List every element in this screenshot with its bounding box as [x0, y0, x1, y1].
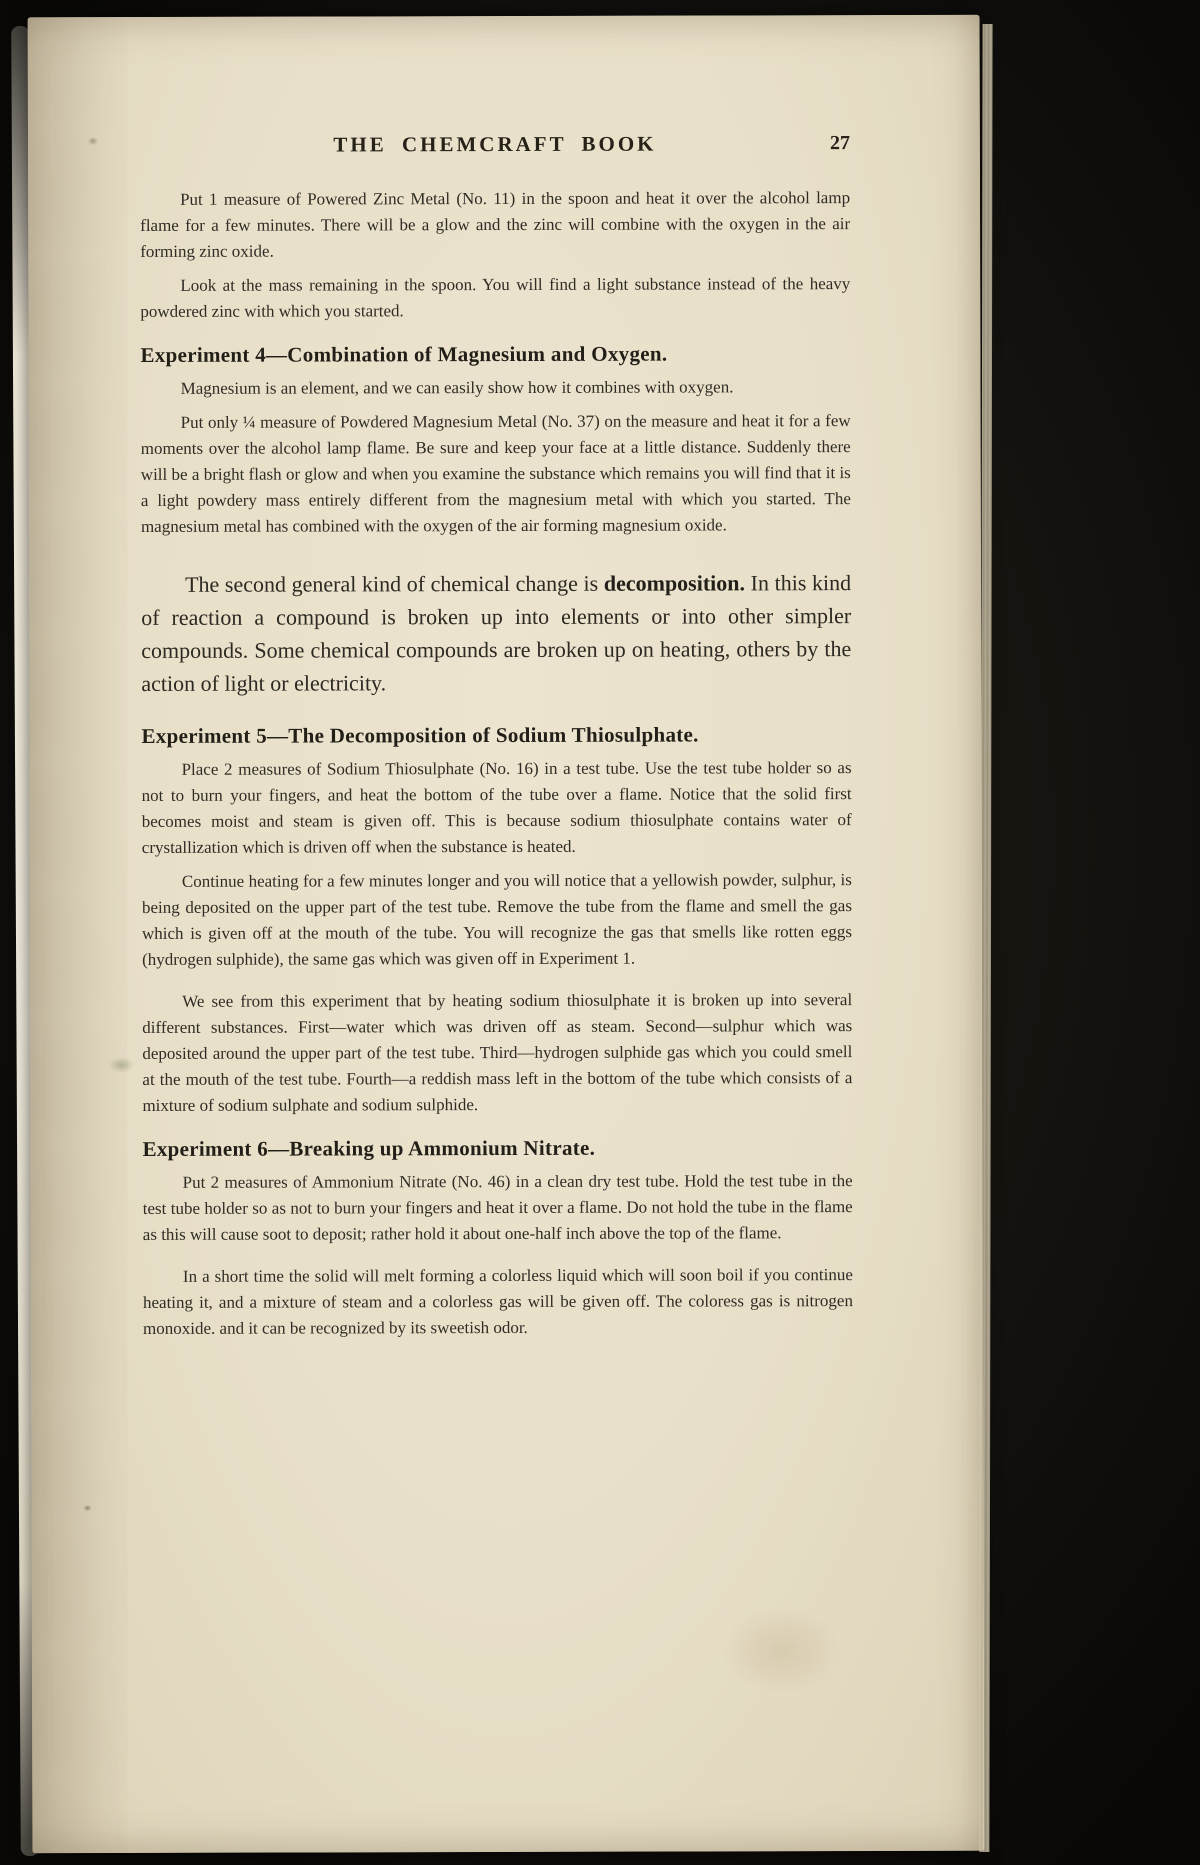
paragraph-zinc-heat: Put 1 measure of Powered Zinc Metal (No. 11) in the spoon and heat it over the alcohol lamp flame for a few minutes. There will be a glow and the zinc will combine with the oxygen in the air forming zinc oxide.	[140, 188, 851, 261]
paragraph-decomposition-intro	[141, 566, 851, 700]
paper-stain	[83, 1505, 91, 1511]
page-stack-edge	[979, 24, 992, 1852]
running-title: THE CHEMCRAFT BOOK	[333, 131, 657, 157]
experiment-5-heading: Experiment 5—The Decomposition of Sodium Thiosulphate.	[141, 722, 699, 748]
experiment-6-heading: Experiment 6—Breaking up Ammonium Nitrate.	[142, 1135, 596, 1161]
decomposition-bold-term: decomposition.	[603, 570, 746, 596]
page-header	[140, 131, 850, 163]
paragraph-magnesium-procedure: Put only ¼ measure of Powdered Magnesium Metal (No. 37) on the measure and heat it for a few moments over the alcohol lamp flame. Be sure and keep your face at a little distance. Suddenly there will be a bright flash or glow and when you examine the substance which remains you will find that it is a light powdery mass entirely different from the magnesium metal with which you started. The magnesium metal has combined with the oxygen of the air forming magnesium oxide.	[140, 411, 851, 536]
paragraph-magnesium-element: Magnesium is an element, and we can easily show how it combines with oxygen.	[180, 377, 734, 398]
paragraph-thiosulphate-summary: We see from this experiment that by heating sodium thiosulphate it is broken up into several different substances. First—water which was driven off as steam. Second—sulphur which was deposited around the upper part of the test tube. Third—hydrogen sulphide gas which you could smell at the mouth of the test tube. Fourth—a reddish mass left in the bottom of the tube which consists of a mixture of sodium sulphate and sodium sulphide.	[142, 990, 853, 1115]
decomposition-lead-text: The second general kind of chemical change is	[185, 570, 604, 597]
page-number: 27	[829, 132, 850, 155]
page-content	[28, 15, 983, 1342]
paragraph-zinc-result: Look at the mass remaining in the spoon. You will find a light substance instead of the heavy powdered zinc with which you started.	[140, 274, 851, 321]
book-page	[28, 15, 985, 1853]
experiment-4-heading: Experiment 4—Combination of Magnesium and Oxygen.	[140, 341, 668, 367]
decomposition-rest-text: In this kind of reaction a compound is broken up into elements or into other simpler compounds. Some chemical compounds are broken up on heating, others by the action of light or electricity.	[141, 570, 852, 696]
paper-stain	[722, 1605, 842, 1695]
paragraph-thiosulphate-procedure: Place 2 measures of Sodium Thiosulphate (No. 16) in a test tube. Use the test tube holder so as not to burn your fingers, and heat the bottom of the tube over a flame. Notice that the solid first becomes moist and steam is given off. This is because sodium thiosulphate contains water of crystallization which is driven off when the substance is heated.	[141, 758, 852, 857]
paragraph-nitrate-procedure: Put 2 measures of Ammonium Nitrate (No. 46) in a clean dry test tube. Hold the test tube in the test tube holder so as not to burn your fingers and heat it over a flame. Do not hold the tube in the flame as this will cause soot to deposit; rather hold it about one-half inch above the top of the flame.	[142, 1171, 853, 1244]
paragraph-thiosulphate-continue: Continue heating for a few minutes longer and you will notice that a yellowish powder, sulphur, is being deposited on the upper part of the test tube. Remove the tube from the flame and smell the gas which is given off at the mouth of the tube. You will recognize the gas that smells like rotten eggs (hydrogen sulphide), the same gas which was given off in Experiment 1.	[141, 870, 853, 969]
paragraph-nitrate-result: In a short time the solid will melt forming a colorless liquid which will soon boil if you continue heating it, and a mixture of steam and a colorless gas will be given off. The coloress gas is nitrogen monoxide. and it can be recognized by its sweetish odor.	[142, 1265, 853, 1338]
